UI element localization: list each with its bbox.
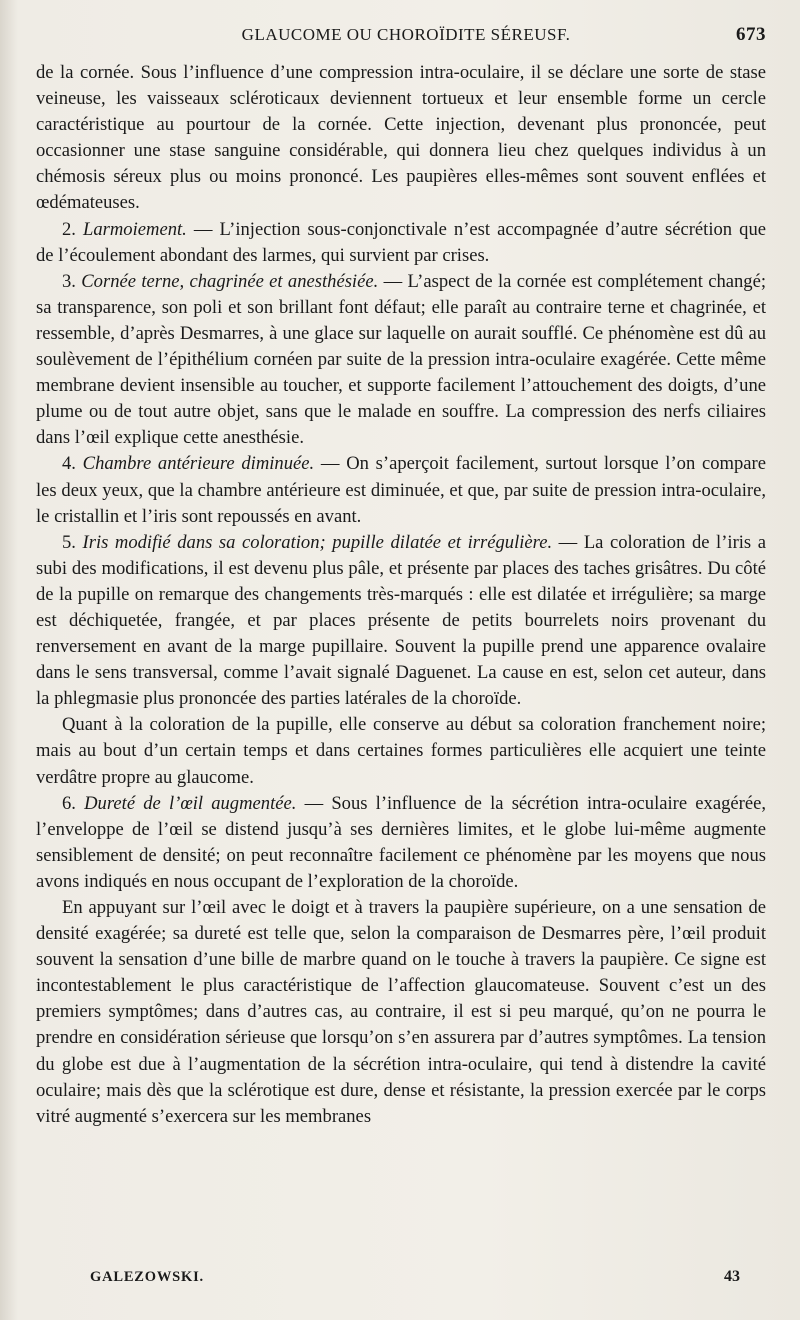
footer-author: GALEZOWSKI. bbox=[90, 1269, 204, 1285]
item-text: — Sous l’influence de la sécrétion intra-oculaire exagérée, l’enveloppe de l’œil se distend jusqu’à ses dernières limites, et le globe lui-même augmente sensiblement de densité; on peut reconnaître facilement ce phénomène par les moyens que nous avons indiqués en nous occupant de l’exploration de la choroïde. bbox=[36, 792, 766, 892]
item-cornee bbox=[36, 269, 766, 452]
item-chambre bbox=[36, 451, 766, 529]
item-number: 3. bbox=[62, 270, 76, 292]
item-heading: Chambre antérieure diminuée. bbox=[82, 453, 315, 475]
item-heading: Iris modifié dans sa coloration; pupille dilatée et irrégulière. bbox=[82, 531, 553, 553]
item-heading: Cornée terne, chagrinée et anesthésiée. bbox=[81, 270, 379, 292]
body-text bbox=[36, 60, 766, 1130]
item-number: 2. bbox=[62, 218, 76, 240]
item-durete bbox=[36, 791, 766, 895]
paragraph-tension: En appuyant sur l’œil avec le doigt et à travers la paupière supérieure, on a une sensation de densité exagérée; sa dureté est telle que, selon la comparaison de Desmarres père, l’œil produit souvent la sensation d’une bille de marbre quand on le touche à travers la paupière. Ce signe est incontestablement le plus caractéristique de l’affection glaucomateuse. Souvent c’est un des premiers symptômes; dans d’autres cas, au contraire, il est si peu marqué, qu’on ne pourra le prendre en considération sérieuse que lorsqu’on s’en assurera par d’autres symptômes. La tension du globe est due à l’augmentation de la sécrétion intra-oculaire, qui tend à distendre la cavité oculaire; mais dès que la sclérotique est dure, dense et résistante, la pression exercée par le corps vitré augmenté s’exercera sur les membranes bbox=[36, 897, 766, 1127]
item-text: — La coloration de l’iris a subi des modifications, il est devenu plus pâle, et présente par places des taches grisâtres. Du côté de la pupille on remarque des changements très-marqués : elle est dilatée et irrégulière; sa marge est déchiquetée, frangée, et par places présente de petits bourrelets noirs provenant du renversement en avant de la marge pupillaire. Souvent la pupille prend une apparence ovalaire dans le sens transversal, comme l’avait signalé Daguenet. La cause en est, selon cet auteur, dans la phlegmasie plus prononcée des parties latérales de la choroïde. bbox=[36, 531, 766, 710]
page-footer bbox=[90, 1268, 740, 1286]
item-number: 6. bbox=[62, 792, 76, 814]
signature-mark: 43 bbox=[724, 1268, 740, 1285]
item-heading: Dureté de l’œil augmentée. bbox=[84, 792, 297, 814]
item-text: — L’injection sous-conjonctivale n’est accompagnée d’autre sécrétion que de l’écoulement abondant des larmes, qui survient par crises. bbox=[36, 218, 766, 266]
page-number: 673 bbox=[736, 24, 766, 45]
item-iris bbox=[36, 530, 766, 713]
item-number: 4. bbox=[62, 453, 76, 475]
item-heading: Larmoiement. bbox=[83, 218, 187, 240]
item-text: — L’aspect de la cornée est complétement changé; sa transparence, son poli et son brillant font défaut; elle paraît au contraire terne et chagrinée, et ressemble, d’après Desmarres, à une glace sur laquelle on aurait soufflé. Ce phénomène est dû au soulèvement de l’épithélium cornéen par suite de la pression intra-oculaire exagérée. Cette même membrane devient insensible au toucher, et supporte facilement l’attouchement des doigts, d’une plume ou de tout autre objet, sans que le malade en souffre. La compression des nerfs ciliaires dans l’œil explique cette anesthésie. bbox=[36, 270, 767, 449]
chapter-title: GLAUCOME OU CHOROÏDITE SÉREUSF. bbox=[241, 25, 571, 44]
item-larmoiement bbox=[36, 217, 766, 269]
item-text: — On s’aperçoit facilement, surtout lorsque l’on compare les deux yeux, que la chambre antérieure est diminuée, et que, par suite de pression intra-oculaire, le cristallin et l’iris sont repoussés en avant. bbox=[36, 453, 766, 527]
item-number: 5. bbox=[62, 531, 76, 553]
running-head bbox=[36, 0, 766, 60]
paragraph-pupille: Quant à la coloration de la pupille, elle conserve au début sa coloration franchement noire; mais au bout d’un certain temps et dans certaines formes particulières elle acquiert une teinte verdâtre propre au glaucome. bbox=[36, 714, 766, 788]
paragraph-intro: de la cornée. Sous l’influence d’une compression intra-oculaire, il se déclare une sorte de stase veineuse, les vaisseaux scléroticaux deviennent tortueux et leur ensemble forme un cercle caractéristique au pourtour de la cornée. Cette injection, devenant plus prononcée, peut occasionner une stase sanguine considérable, qui donnera lieu chez quelques individus à un chémosis séreux plus ou moins prononcé. Les paupières elles-mêmes sont souvent enflées et œdémateuses. bbox=[36, 62, 766, 214]
